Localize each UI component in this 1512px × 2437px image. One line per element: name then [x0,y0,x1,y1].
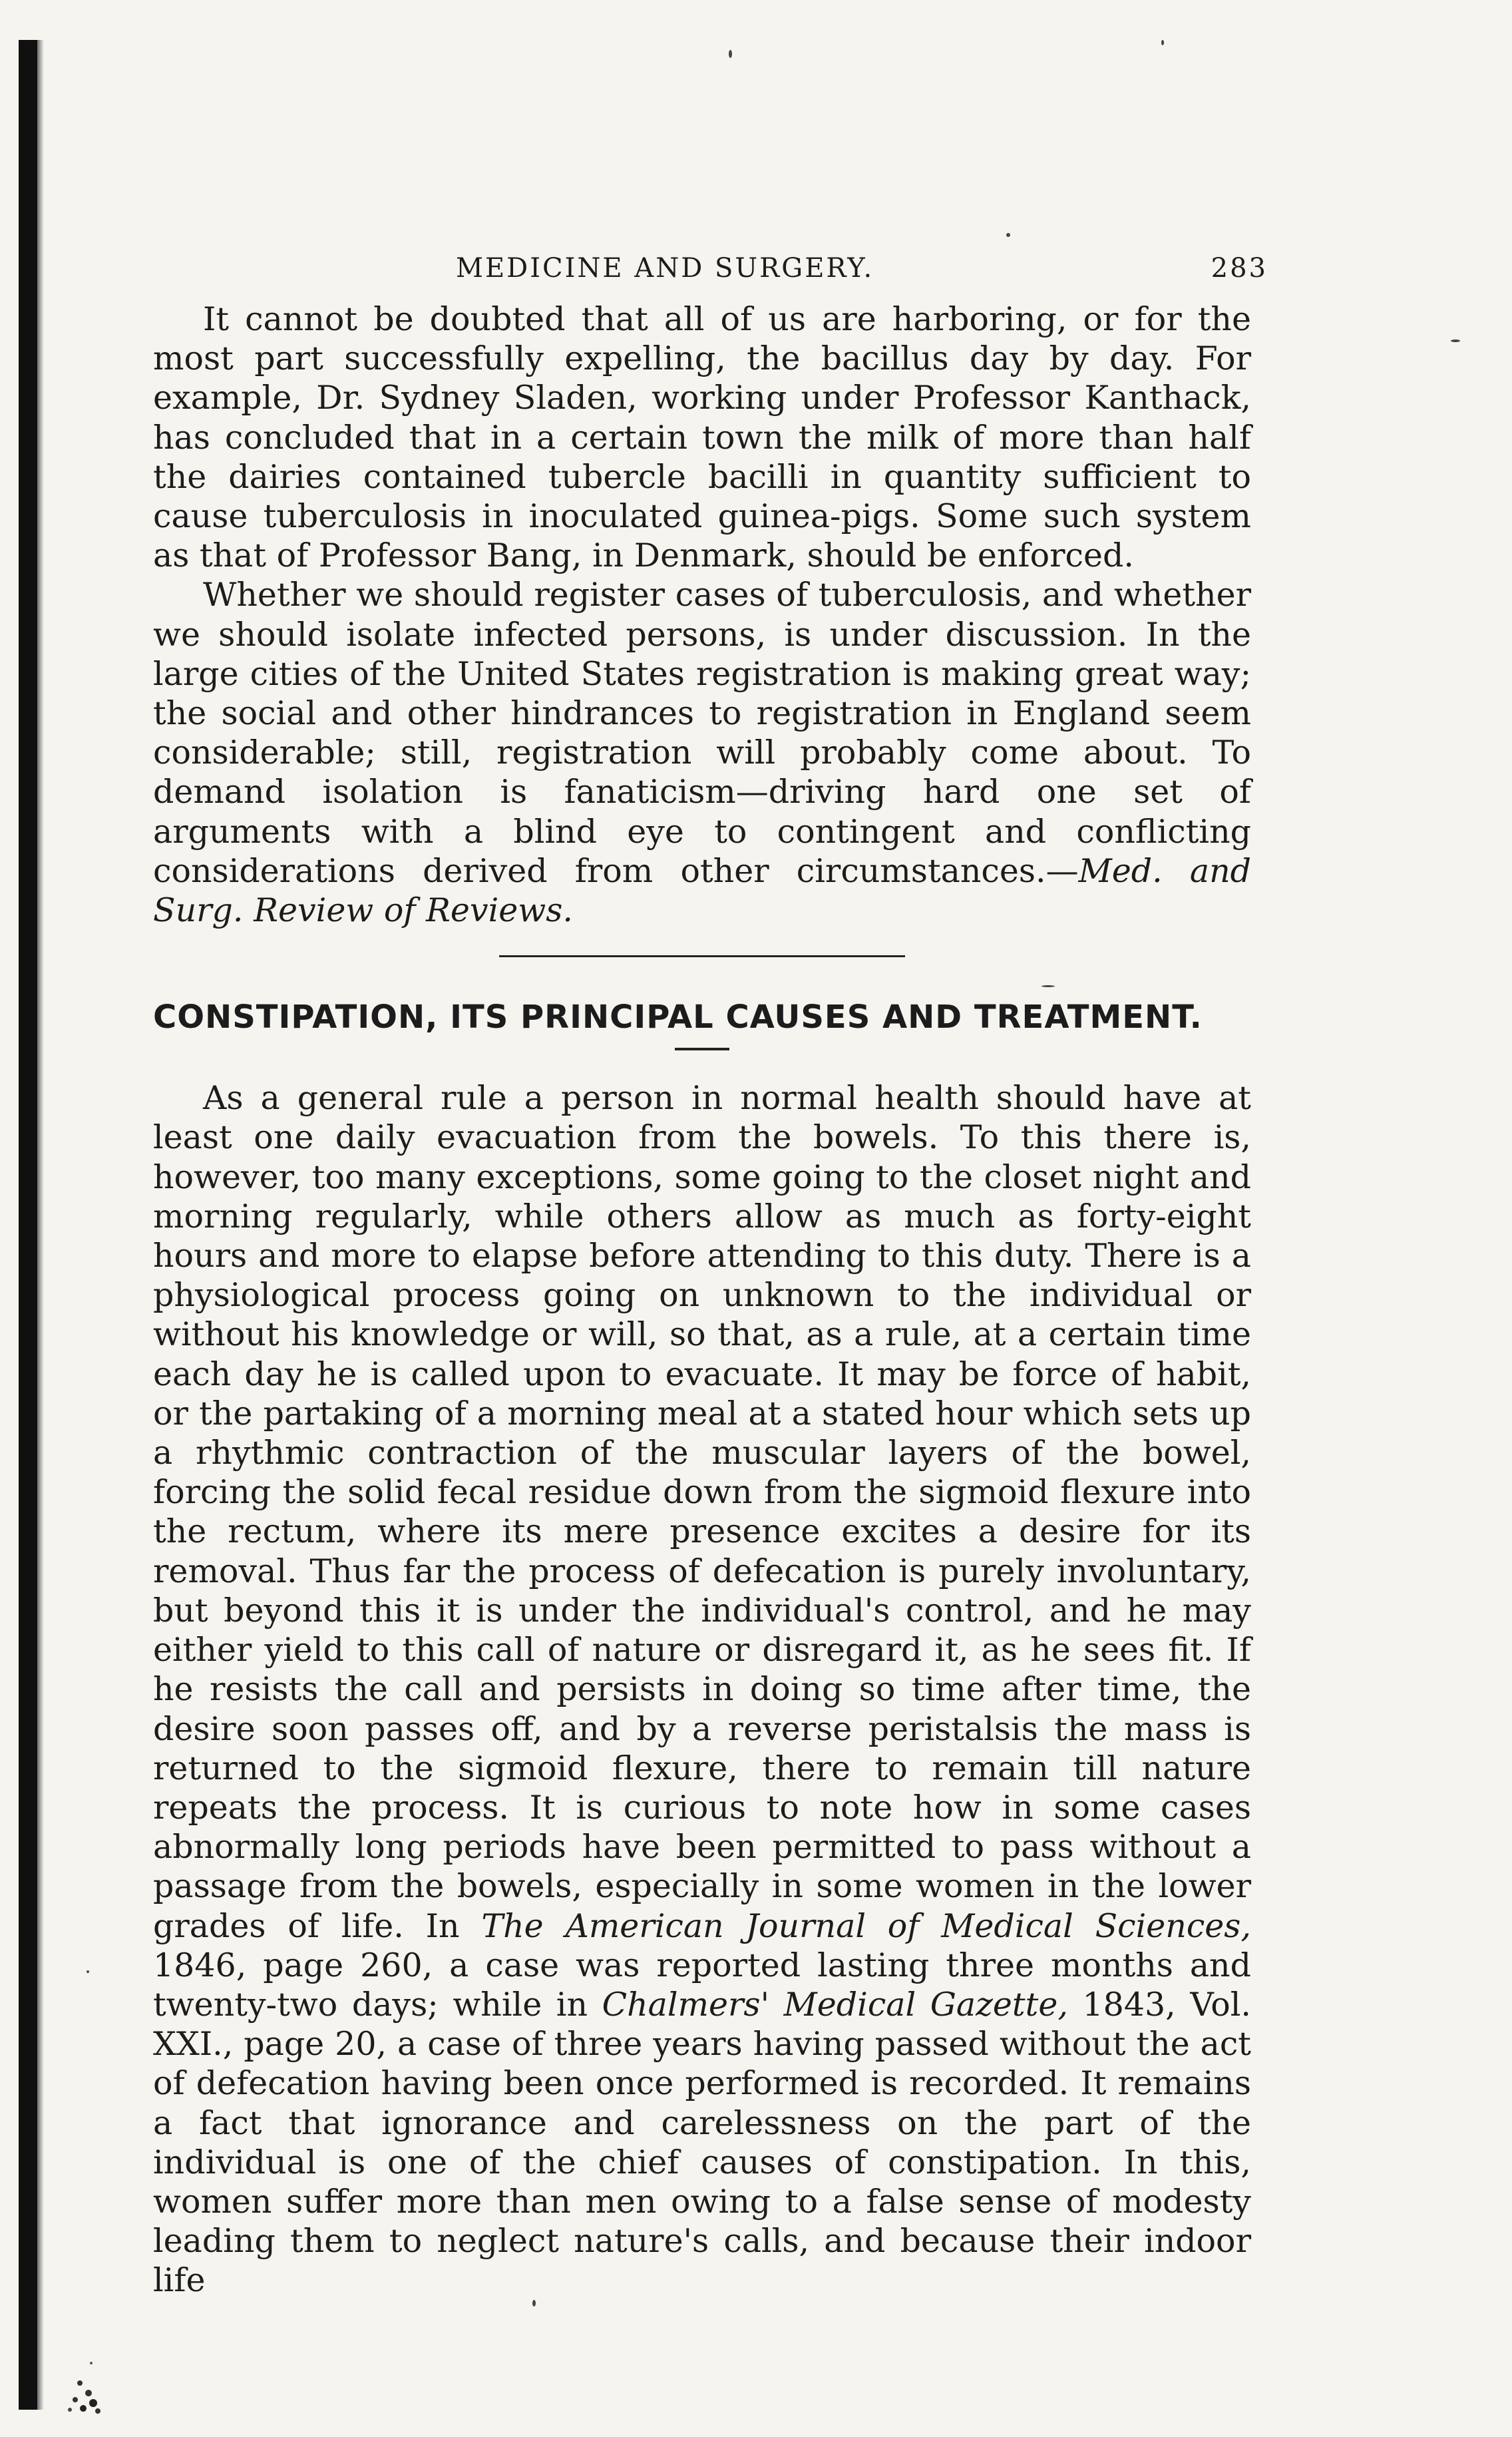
journal-title-american: The American Journal of Medical Sciences, [481,1906,1252,1945]
scan-speck [1161,40,1164,45]
source-citation: Med. and Surg. Review of Reviews. [153,851,1252,930]
running-head [153,253,1268,300]
scan-binding-edge [19,40,37,2410]
article-text-part-2: 1846, page 260, a case was reported lasting three months and twenty-two days; while in [153,1946,1251,2024]
paragraph-registration [153,575,1251,930]
scan-speck [1041,985,1055,987]
article-text-part-1: As a general rule a person in normal health should have at least one daily evacuation from the bowels. To this there is, however, too many exceptions, some going to the closet night and morning regularly, while others allow as much as forty-eight hours and more to elapse before attending to this duty. There is a physiological process going on unknown to the individual or without his knowledge or will, so that, as a rule, at a certain time each day he is called upon to evacuate. It may be force of habit, or the partaking of a morning meal at a stated hour which sets up a rhythmic contraction of the muscular layers of the bowel, forcing the solid fecal residue down from the sigmoid flexure into the rectum, where its mere presence excites a desire for its removal. Thus far the process of defecation is purely involuntary, but beyond this it is under the individual's control, and he may either yield to this call of nature or disregard it, as he sees fit. If he resists the call and persists in doing so time after time, the desire soon passes off, and by a reverse peristalsis the mass is returned to the sigmoid flexure, there to remain till nature repeats the process. It is curious to note how in some cases abnormally long periods have been permitted to pass without a passage from the bowels, especially in some women in the lower grades of life. In [153,1079,1251,1945]
scan-speck [1006,233,1010,237]
scan-speck [729,50,732,58]
article-heading: CONSTIPATION, ITS PRINCIPAL CAUSES AND TREATMENT. [153,998,1203,1036]
running-head-title: MEDICINE AND SURGERY. [456,253,874,284]
paragraph-bacillus: It cannot be doubted that all of us are harboring, or for the most part successfully expelling, the bacillus day by day. For example, Dr. Sydney Sladen, working under Professor Kanthack, has concluded that in a certain town the milk of more than half the dairies contained tubercle bacilli in quantity sufficient to cause tuberculosis in inoculated guinea-pigs. Some such system as that of Professor Bang, in Denmark, should be enforced. [153,300,1251,575]
article-paragraph [153,1078,1251,2300]
article-text-part-3: 1843, Vol. XXI., page 20, a case of three years having passed without the act of defecation having been once performed is recorded. It remains a fact that ignorance and carelessness on the part of the individual is one of the chief causes of constipation. In this, women suffer more than men owing to a false sense of modesty leading them to neglect nature's calls, and because their indoor life [153,1985,1251,2300]
scan-speck [1451,339,1460,342]
scan-edge-shadow [37,40,44,2410]
section-divider-rule [499,955,905,957]
heading-dash [675,1048,729,1050]
library-stamp-icon [57,2336,116,2416]
scan-speck [87,1970,89,1973]
scan-speck [532,2300,536,2307]
paragraph-registration-text: Whether we should register cases of tuberculosis, and whether we should isolate infected persons, is under discussion. In the large cities of the United States registration is making great way; the social and other hindrances to registration in England seem considerable; still, registration will probably come about. To demand isolation is fanaticism—driving hard one set of arguments with a blind eye to contingent and conflicting considerations derived from other circumstances.— [153,576,1251,890]
journal-title-chalmers: Chalmers' Medical Gazette, [602,1985,1068,2024]
page-number: 283 [1211,253,1268,284]
book-page [153,253,1268,2301]
